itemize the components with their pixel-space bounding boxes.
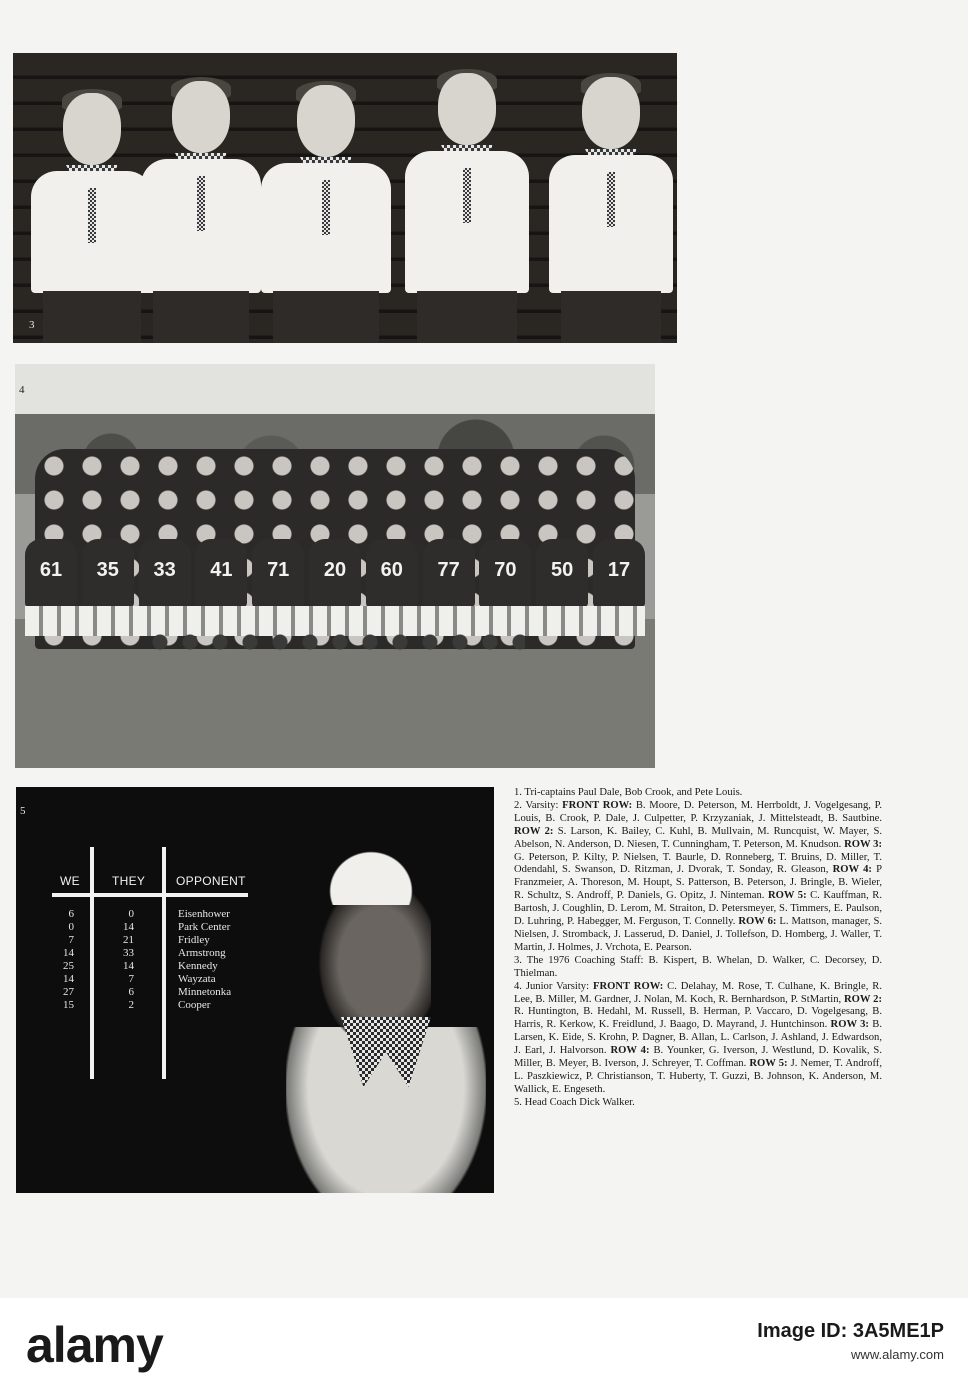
player-legs [25, 606, 645, 636]
stock-footer [0, 1298, 968, 1390]
coach-figure [261, 85, 391, 343]
opponent-name: Eisenhower [178, 908, 230, 920]
coach-cap [312, 835, 430, 905]
photo-number: 3 [29, 319, 35, 331]
jersey-number: 20 [309, 539, 361, 607]
coach-figure [31, 93, 153, 343]
schedule-row [16, 908, 316, 921]
schedule-row [16, 947, 316, 960]
coach-figure [141, 81, 261, 343]
score-we: 14 [63, 947, 74, 959]
jersey-number: 70 [479, 539, 531, 607]
score-we: 25 [63, 960, 74, 972]
coaching-staff-photo [13, 53, 677, 343]
score-they: 7 [128, 973, 134, 985]
score-they: 2 [128, 999, 134, 1011]
caption-5: 5. Head Coach Dick Walker. [514, 1096, 635, 1108]
jersey-number: 71 [252, 539, 304, 607]
schedule-row [16, 986, 316, 999]
caption-1: 1. Tri-captains Paul Dale, Bob Crook, and Pete Louis. [514, 787, 743, 798]
jersey-number: 77 [423, 539, 475, 607]
score-we: 27 [63, 986, 74, 998]
opponent-name: Wayzata [178, 973, 216, 985]
opponent-name: Cooper [178, 999, 211, 1011]
score-we: 14 [63, 973, 74, 985]
varsity-team-photo [15, 364, 655, 768]
score-they: 21 [123, 934, 134, 946]
photo-captions [514, 787, 882, 1110]
score-they: 0 [128, 908, 134, 920]
jersey-number: 41 [195, 539, 247, 607]
schedule-row [16, 960, 316, 973]
score-we: 6 [68, 908, 74, 920]
photo-number: 5 [20, 805, 26, 817]
score-we: 0 [68, 921, 74, 933]
coach-figure [549, 77, 673, 343]
opponent-name: Fridley [178, 934, 210, 946]
score-they: 14 [123, 960, 134, 972]
caption-3: 3. The 1976 Coaching Staff: B. Kispert, B. Whelan, D. Walker, C. Decorsey, D. Thielman. [514, 954, 882, 979]
head-coach-photo [16, 787, 494, 1193]
schedule-row [16, 921, 316, 934]
front-row-players [25, 539, 645, 609]
score-we: 15 [63, 999, 74, 1011]
opponent-name: Kennedy [178, 960, 218, 972]
coach-figure [405, 73, 529, 343]
header-they: THEY [112, 874, 146, 888]
jersey-number: 33 [139, 539, 191, 607]
jersey-number: 61 [25, 539, 77, 607]
score-they: 6 [128, 986, 134, 998]
schedule-row [16, 934, 316, 947]
jersey-number: 17 [593, 539, 645, 607]
caption-2: 2. Varsity: FRONT ROW: B. Moore, D. Peterson, M. Herrboldt, J. Vogelgesang, P. Louis, B. Crook, P. Dale, J. Culpetter, P. Krzyzaniak, J. Mittelsteadt, B. Sautbine. ROW 2: S. Larson, K. Bailey, C. Kuhl, B. Mullvain, M. Runcquist, W. Mayer, S. Abelson, N. Anderson, D. Niesen, T. Cunningham, T. Peterson, M. Knudson. ROW 3: G. Peterson, P. Kilty, P. Nielsen, T. Baurle, D. Ronneberg, T. Bruins, D. Miller, T. Odendahl, S. Swanson, D. Ritzman, J. Dvorak, T. Sonday, R. Gleason, ROW 4: P Franzmeier, A. Thoreson, M. Houpt, S. Patterson, B. Peterson, J. Bringle, B. Wieler, R. Schultz, S. Androff, P. Daniels, G. Opitz, J. Ninteman. ROW 5: C. Kauffman, R. Bartosh, J. Coughlin, D. Lerom, M. Straiton, D. Petersmeyer, S. Timmers, E. Paulson, D. Luhring, P. Habegger, M. Ferguson, T. Connelly. ROW 6: L. Mattson, manager, S. Nielsen, J. Stromback, J. Lasserud, D. Daniel, J. Tollefson, D. Homberg, J. Waller, T. Martin, J. Holmes, J. Vrchota, E. Pearson. [514, 799, 882, 953]
schedule-row [16, 999, 316, 1012]
image-id: Image ID: 3A5ME1P [757, 1320, 944, 1342]
image-id-block [757, 1318, 944, 1362]
photo-number: 4 [19, 384, 25, 396]
schedule-row [16, 973, 316, 986]
opponent-name: Park Center [178, 921, 231, 933]
header-opponent: OPPONENT [176, 874, 246, 888]
header-we: WE [60, 874, 80, 888]
score-they: 33 [123, 947, 134, 959]
season-schedule [16, 787, 316, 1193]
jersey-number: 50 [536, 539, 588, 607]
site-url: www.alamy.com [851, 1347, 944, 1362]
opponent-name: Armstrong [178, 947, 226, 959]
helmets-row [145, 634, 525, 650]
opponent-name: Minnetonka [178, 986, 232, 998]
schedule-rule [52, 893, 248, 897]
score-they: 14 [123, 921, 134, 933]
alamy-logo: alamy [26, 1317, 163, 1373]
score-we: 7 [68, 934, 74, 946]
jersey-number: 60 [366, 539, 418, 607]
jersey-number: 35 [82, 539, 134, 607]
caption-4: 4. Junior Varsity: FRONT ROW: C. Delahay, M. Rose, T. Culhane, K. Bringle, R. Lee, B. Miller, M. Gardner, J. Nolan, M. Koch, R. Bernhardson, P. StMartin, ROW 2: R. Huntington, B. Hedahl, M. Russell, B. Herman, P. Vaccaro, D. Vogelgesang, B. Harris, R. Kerkow, K. Freidlund, J. Baago, D. Mayrand, J. Huntchinson. ROW 3: B. Larsen, K. Eide, S. Krohn, P. Dagner, B. Allan, L. Carlson, J. Ashland, J. Edwardson, J. Earl, J. Halvorson. ROW 4: B. Younker, G. Iverson, J. Westlund, D. Kovalik, S. Miller, B. Meyer, B. Iverson, J. Schreyer, T. Coffman. ROW 5: J. Nemer, T. Androff, L. Paszkiewicz, P. Christianson, T. Huberty, T. Guzzi, B. Johnson, K. Anderson, M. Wallick, E. Engeseth. [514, 980, 882, 1095]
